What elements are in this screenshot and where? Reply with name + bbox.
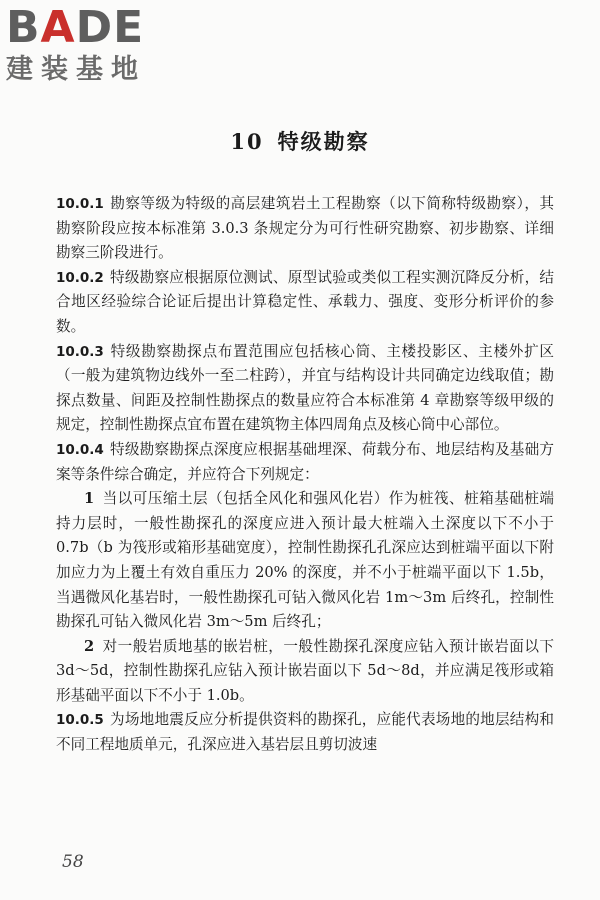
logo-letter-a: A [40,2,76,53]
chapter-number: 10 [230,129,264,154]
clause-number: 10.0.3 [56,343,104,360]
clause-text: 特级勘察应根据原位测试、原型试验或类似工程实测沉降反分析，结合地区经验综合论证后提出计算稳定性、承载力、强度、变形分析评价的参数。 [56,268,554,335]
clause-10-0-4 [56,438,554,487]
chapter-title-text: 特级勘察 [277,129,370,154]
page-number: 58 [62,852,84,872]
clause-10-0-2 [56,266,554,340]
logo-letters-de: DE [75,2,145,53]
item-number: 2 [84,637,95,655]
clause-10-0-5 [56,708,554,757]
logo-wordmark [6,2,176,53]
clause-10-0-3 [56,340,554,438]
logo-letter-b: B [6,2,41,53]
item-text: 当以可压缩土层（包括全风化和强风化岩）作为桩筏、桩箱基础桩端持力层时，一般性勘探孔的深度应进入预计最大桩端入土深度以下不小于 0.7b（b 为筏形或箱形基础宽度），控制性勘探孔孔深应达到桩端平面以下附加应力为上覆土有效自重压力 20% 的深度，并不小于桩端平面以下 1.5b，当遇微风化基岩时，一般性勘探孔可钻入微风化岩 1m～3m 后终孔，控制性勘探孔可钻入微风化岩 3m～5m 后终孔； [56,490,554,631]
clause-number: 10.0.2 [56,269,104,286]
clause-text: 特级勘察勘探点深度应根据基础埋深、荷载分布、地层结构及基础方案等条件综合确定，并应符合下列规定： [56,440,554,483]
clause-10-0-1 [56,192,554,266]
clause-number: 10.0.1 [56,196,104,212]
clause-number: 10.0.4 [56,441,104,458]
bade-logo [6,2,176,94]
clause-text: 勘察等级为特级的高层建筑岩土工程勘察（以下简称特级勘察），其勘察阶段应按本标准第 3.0.3 条规定分为可行性研究勘察、初步勘察、详细勘察三阶段进行。 [56,195,554,262]
clause-number: 10.0.5 [56,712,104,729]
list-item-2 [56,635,554,709]
item-number: 1 [84,490,95,508]
list-item-1 [56,487,554,635]
clause-text: 特级勘察勘探点布置范围应包括核心筒、主楼投影区、主楼外扩区（一般为建筑物边线外一至二柱跨），并宜与结构设计共同确定边线取值；勘探点数量、间距及控制性勘探点的数量应符合本标准第 4 章勘察等级甲级的规定，控制性勘探点宜布置在建筑物主体四周角点及核心筒中心部位。 [56,342,554,434]
item-text: 对一般岩质地基的嵌岩桩，一般性勘探孔深度应钻入预计嵌岩面以下 3d～5d，控制性勘探孔应钻入预计嵌岩面以下 5d～8d，并应满足筏形或箱形基础平面以下不小于 1.0b。 [56,637,554,704]
chapter-title [0,126,600,156]
clause-text: 为场地地震反应分析提供资料的勘探孔，应能代表场地的地层结构和不同工程地质单元，孔深应进入基岩层且剪切波速 [56,711,554,754]
logo-subtitle: 建装基地 [6,54,146,85]
page-body [56,192,554,758]
